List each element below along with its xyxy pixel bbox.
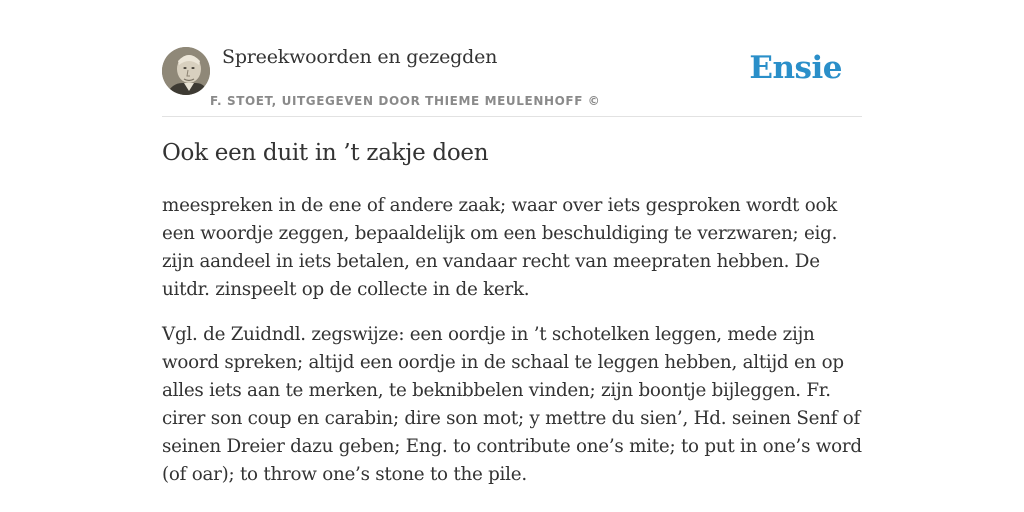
avatar[interactable] [162,47,210,95]
source-header [162,40,862,117]
entry-title: Ook een duit in ’t zakje doen [162,140,489,166]
source-credit: F. STOET, UITGEGEVEN DOOR THIEME MEULENHOFF © [210,94,601,108]
entry-paragraph: Vgl. de Zuidndl. zegswijze: een oordje in ’t schotelken leggen, mede zijn woord spreken; altijd een oordje in de schaal te leggen hebben, altijd en op alles iets aan te merken, te beknibbelen vinden; zijn boontje bijleggen. Fr. cirer son coup en carabin; dire son mot; y mettre du sien’, Hd. seinen Senf of seinen Dreier dazu geben; Eng. to contribute one’s mite; to put in one’s word (of oar); to throw one’s stone to the pile. [162,324,862,485]
brand-logo[interactable]: Ensie [749,50,842,86]
source-title[interactable]: Spreekwoorden en gezegden [222,46,498,68]
entry-body [162,192,864,506]
entry-paragraph: meespreken in de ene of andere zaak; waar over iets gesproken wordt ook een woordje zeggen, bepaaldelijk om een beschuldiging te verzwaren; eig. zijn aandeel in iets betalen, en vandaar recht van meepraten hebben. De uitdr. zinspeelt op de collecte in de kerk. [162,195,838,300]
portrait-icon [162,47,210,95]
